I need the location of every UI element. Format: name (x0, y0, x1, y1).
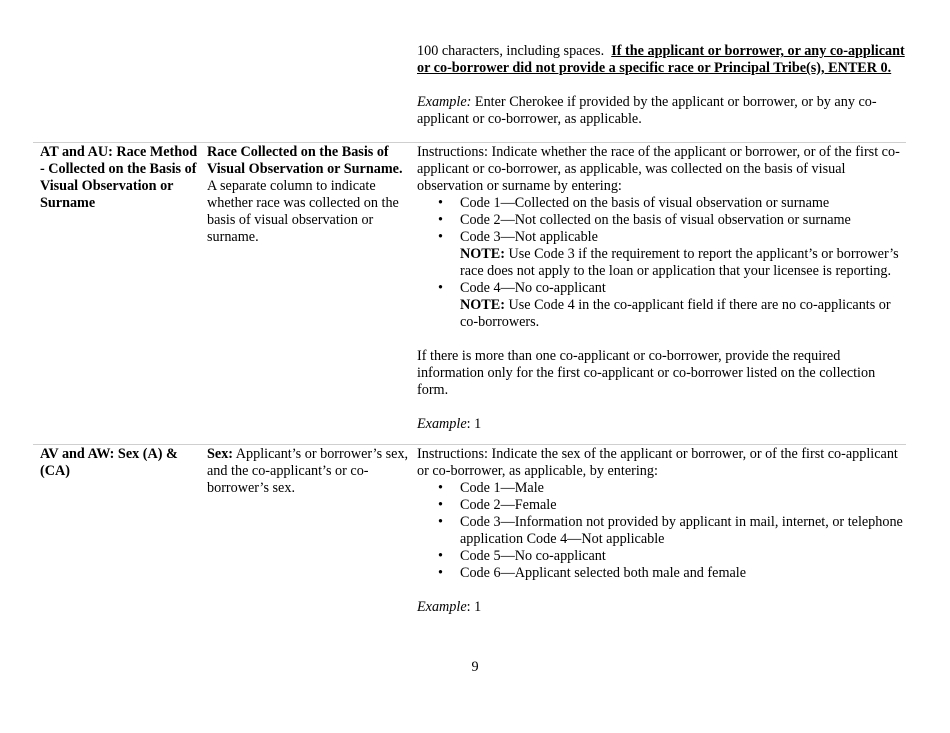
row-divider (33, 142, 906, 143)
example-paragraph: Example: Enter Cherokee if provided by the applicant or borrower, or by any co-applicant or co-borrower, as applicable. (417, 94, 877, 127)
field-description-cell: Sex: Applicant’s or borrower’s sex, and the co-applicant’s or co-borrower’s sex. (207, 446, 409, 496)
instructions-text: Instructions: Indicate whether the race of the applicant or borrower, or of the first co-applicant or co-borrower, as applicable, was collected on the basis of visual observation or surname by entering: (417, 144, 900, 194)
list-item: • Code 2—Not collected on the basis of visual observation or surname (417, 212, 906, 229)
note-text: NOTE: Use Code 3 if the requirement to report the applicant’s or borrower’s race does not apply to the loan or application that your licensee is reporting. (460, 246, 899, 279)
emphasis-text: If the applicant or borrower, or any co-applicant or co-borrower did not provide a specific race or Principal Tribe(s), ENTER 0. (417, 43, 905, 76)
page-number: 9 (471, 659, 479, 675)
description-cell (417, 43, 906, 128)
code-list (417, 195, 906, 331)
list-item: • Code 5—No co-applicant (417, 548, 906, 565)
intro-paragraph: 100 characters, including spaces. If the applicant or borrower, or any co-applicant or co-borrower did not provide a specific race or Principal Tribe(s), ENTER 0. (417, 43, 905, 76)
list-item: • Code 3—Information not provided by applicant in mail, internet, or telephone application Code 4—Not applicable (417, 514, 906, 548)
list-item: • Code 1—Male (417, 480, 906, 497)
example-paragraph: Example: 1 (417, 599, 482, 615)
note-text: NOTE: Use Code 4 in the co-applicant field if there are no co-applicants or co-borrowers. (460, 297, 891, 330)
instructions-text: Instructions: Indicate the sex of the applicant or borrower, or of the first co-applicant or co-borrower, as applicable, by entering: (417, 446, 898, 479)
list-item: • Code 4—No co-applicant NOTE: Use Code 4 in the co-applicant field if there are no co-applicants or co-borrowers. (417, 280, 906, 331)
list-item: • Code 6—Applicant selected both male and female (417, 565, 906, 582)
row-divider (33, 444, 906, 445)
instructions-cell (417, 446, 906, 616)
code-list (417, 480, 906, 582)
instructions-cell (417, 144, 906, 433)
list-item: • Code 1—Collected on the basis of visual observation or surname (417, 195, 906, 212)
field-name-cell: AT and AU: Race Method - Collected on the Basis of Visual Observation or Surname (40, 144, 198, 211)
field-description-cell: Race Collected on the Basis of Visual Observation or Surname. A separate column to indicate whether race was collected on the basis of visual observation or surname. (207, 144, 403, 245)
example-paragraph: Example: 1 (417, 416, 482, 432)
field-name-cell: AV and AW: Sex (A) & (CA) (40, 446, 178, 479)
list-item: • Code 3—Not applicable NOTE: Use Code 3 if the requirement to report the applicant’s or borrower’s race does not apply to the loan or application that your licensee is reporting. (417, 229, 906, 280)
list-item: • Code 2—Female (417, 497, 906, 514)
multi-coapplicant-text: If there is more than one co-applicant or co-borrower, provide the required information only for the first co-applicant or co-borrower listed on the collection form. (417, 348, 876, 398)
